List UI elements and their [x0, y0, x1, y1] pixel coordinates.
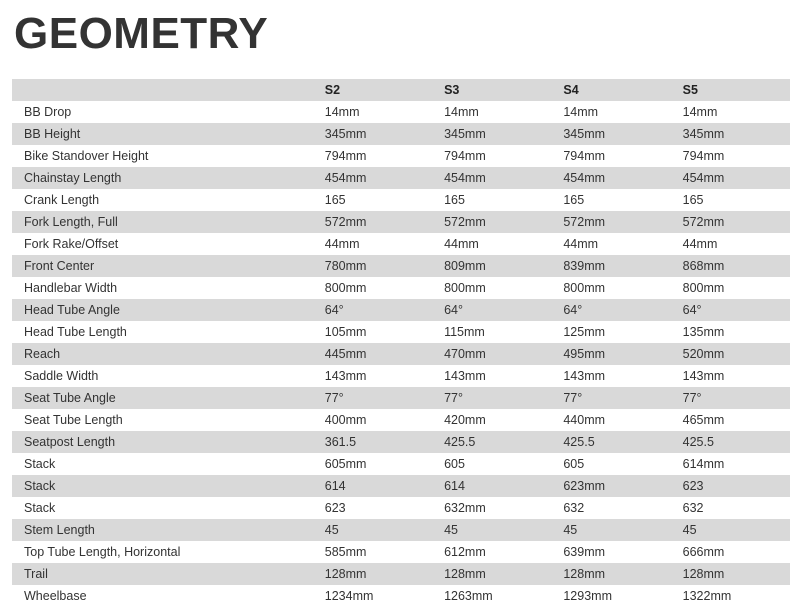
row-value: 128mm — [444, 567, 486, 581]
table-row — [12, 145, 790, 167]
row-value: 125mm — [563, 325, 606, 339]
row-label: BB Drop — [24, 105, 72, 119]
row-label: Reach — [24, 347, 61, 361]
row-value: 445mm — [324, 347, 367, 361]
row-value: 780mm — [324, 259, 367, 273]
row-value: 64° — [444, 303, 463, 317]
row-label: Stack — [24, 457, 56, 471]
row-value: 632 — [682, 501, 704, 515]
row-value: 1263mm — [444, 589, 493, 603]
row-value: 1322mm — [682, 589, 732, 603]
table-row — [12, 277, 790, 299]
row-value: 470mm — [444, 347, 486, 361]
row-value: 14mm — [324, 105, 360, 119]
row-label: Stack — [24, 501, 56, 515]
row-value: 44mm — [324, 237, 360, 251]
row-value: 572mm — [444, 215, 486, 229]
row-value: 77° — [324, 391, 344, 405]
row-label: Chainstay Length — [24, 171, 122, 185]
table-row — [12, 431, 790, 453]
row-value: 143mm — [563, 369, 606, 383]
table-row — [12, 541, 790, 563]
row-value: 128mm — [563, 567, 606, 581]
table-row — [12, 475, 790, 497]
row-value: 44mm — [563, 237, 599, 251]
row-value: 361.5 — [324, 435, 357, 449]
row-value: 868mm — [682, 259, 725, 273]
row-value: 165 — [563, 193, 585, 207]
table-row — [12, 101, 790, 123]
row-label: Seat Tube Length — [24, 413, 123, 427]
row-value: 77° — [682, 391, 702, 405]
row-value: 420mm — [444, 413, 486, 427]
row-value: 623mm — [563, 479, 606, 493]
header-cell-label — [12, 79, 313, 101]
row-label: Front Center — [24, 259, 95, 273]
row-value: 45 — [324, 523, 339, 537]
row-label: Head Tube Length — [24, 325, 127, 339]
row-label: Stack — [24, 479, 56, 493]
row-value: 800mm — [563, 281, 606, 295]
row-value: 794mm — [563, 149, 606, 163]
row-value: 1293mm — [563, 589, 612, 603]
table-body — [12, 101, 790, 607]
row-value: 345mm — [563, 127, 606, 141]
row-value: 128mm — [682, 567, 725, 581]
row-value: 425.5 — [444, 435, 476, 449]
row-value: 345mm — [444, 127, 486, 141]
row-value: 45 — [444, 523, 458, 537]
row-label: Handlebar Width — [24, 281, 118, 295]
row-value: 400mm — [324, 413, 367, 427]
row-value: 794mm — [682, 149, 725, 163]
row-value: 632mm — [444, 501, 486, 515]
row-value: 605mm — [324, 457, 367, 471]
table-row — [12, 519, 790, 541]
row-value: 165 — [324, 193, 346, 207]
row-label: Bike Standover Height — [24, 149, 149, 163]
table-row — [12, 343, 790, 365]
row-label: Head Tube Angle — [24, 303, 120, 317]
row-value: 605 — [563, 457, 585, 471]
row-value: 64° — [682, 303, 702, 317]
row-label: Top Tube Length, Horizontal — [24, 545, 181, 559]
table-header-row — [12, 79, 790, 101]
row-value: 666mm — [682, 545, 725, 559]
row-value: 614mm — [682, 457, 725, 471]
geometry-table — [12, 79, 790, 607]
row-label: Saddle Width — [24, 369, 99, 383]
table-row — [12, 585, 790, 607]
row-value: 345mm — [682, 127, 725, 141]
row-value: 632 — [563, 501, 585, 515]
row-value: 612mm — [444, 545, 486, 559]
row-value: 115mm — [444, 325, 485, 339]
row-label: Seatpost Length — [24, 435, 116, 449]
row-value: 14mm — [682, 105, 718, 119]
row-value: 623 — [324, 501, 346, 515]
row-value: 44mm — [444, 237, 479, 251]
row-label: Stem Length — [24, 523, 95, 537]
row-value: 614 — [324, 479, 346, 493]
row-value: 495mm — [563, 347, 606, 361]
row-value: 454mm — [563, 171, 606, 185]
table-row — [12, 409, 790, 431]
table-row — [12, 365, 790, 387]
row-label: Fork Rake/Offset — [24, 237, 119, 251]
row-value: 572mm — [563, 215, 606, 229]
row-value: 105mm — [324, 325, 367, 339]
row-value: 143mm — [444, 369, 486, 383]
row-value: 794mm — [444, 149, 486, 163]
page-title: GEOMETRY — [14, 9, 269, 58]
row-value: 14mm — [563, 105, 599, 119]
row-value: 800mm — [324, 281, 367, 295]
row-value: 800mm — [444, 281, 486, 295]
row-value: 44mm — [682, 237, 718, 251]
row-value: 520mm — [682, 347, 725, 361]
table-row — [12, 189, 790, 211]
row-value: 143mm — [324, 369, 367, 383]
row-value: 64° — [324, 303, 344, 317]
row-label: Fork Length, Full — [24, 215, 118, 229]
table-row — [12, 497, 790, 519]
row-value: 1234mm — [324, 589, 374, 603]
row-value: 345mm — [324, 127, 367, 141]
table-row — [12, 299, 790, 321]
row-value: 77° — [444, 391, 463, 405]
row-value: 14mm — [444, 105, 479, 119]
row-value: 143mm — [682, 369, 725, 383]
row-value: 465mm — [682, 413, 725, 427]
row-label: Wheelbase — [24, 589, 87, 603]
row-value: 809mm — [444, 259, 486, 273]
row-value: 45 — [563, 523, 578, 537]
table-row — [12, 321, 790, 343]
header-cell-s3: S3 — [444, 83, 460, 97]
row-value: 454mm — [324, 171, 367, 185]
row-value: 572mm — [682, 215, 725, 229]
header-cell-s5: S5 — [682, 83, 698, 97]
row-value: 454mm — [444, 171, 486, 185]
table-row — [12, 167, 790, 189]
row-value: 64° — [563, 303, 583, 317]
table-row — [12, 453, 790, 475]
row-value: 623 — [682, 479, 704, 493]
table-row — [12, 233, 790, 255]
row-value: 794mm — [324, 149, 367, 163]
table-row — [12, 211, 790, 233]
row-value: 839mm — [563, 259, 606, 273]
row-value: 639mm — [563, 545, 606, 559]
row-value: 440mm — [563, 413, 606, 427]
table-row — [12, 255, 790, 277]
row-value: 572mm — [324, 215, 367, 229]
header-cell-s2: S2 — [324, 83, 341, 97]
table-row — [12, 387, 790, 409]
row-value: 77° — [563, 391, 583, 405]
row-value: 128mm — [324, 567, 367, 581]
row-value: 454mm — [682, 171, 725, 185]
row-label: Trail — [24, 567, 48, 581]
row-value: 45 — [682, 523, 697, 537]
table-row — [12, 563, 790, 585]
header-cell-s4: S4 — [563, 83, 579, 97]
row-value: 585mm — [324, 545, 367, 559]
table-row — [12, 123, 790, 145]
row-value: 605 — [444, 457, 465, 471]
row-value: 614 — [444, 479, 465, 493]
row-value: 425.5 — [682, 435, 714, 449]
row-value: 425.5 — [563, 435, 595, 449]
row-value: 135mm — [682, 325, 725, 339]
row-value: 800mm — [682, 281, 725, 295]
row-label: Crank Length — [24, 193, 100, 207]
row-label: BB Height — [24, 127, 81, 141]
row-label: Seat Tube Angle — [24, 391, 116, 405]
row-value: 165 — [444, 193, 465, 207]
row-value: 165 — [682, 193, 704, 207]
